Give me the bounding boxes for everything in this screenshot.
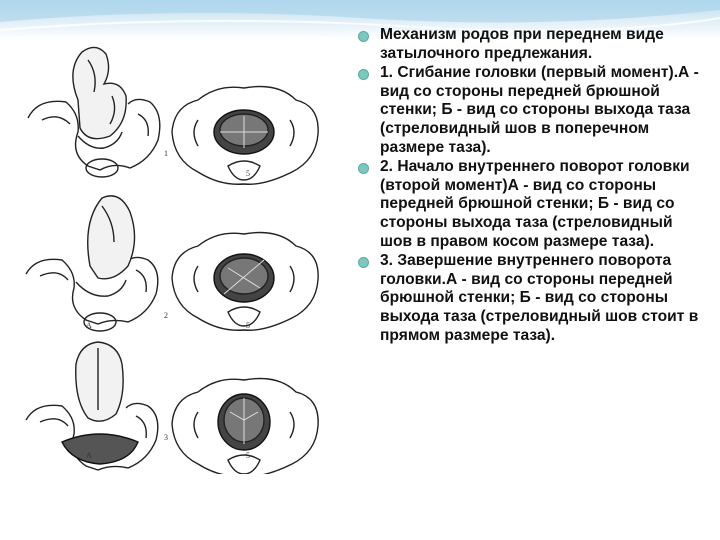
birth-mechanism-illustration (18, 36, 326, 474)
list-item-text: 3. Завершение внутреннего поворота головки.А - вид со стороны передней брюшной стенки; Б - вид со стороны выхода таза (стреловидный шов стоит в прямом размере таза). (380, 252, 699, 344)
bullet-icon (358, 69, 369, 80)
row2-number: 2 (164, 311, 168, 320)
row1-number: 1 (164, 149, 168, 158)
list-item (356, 252, 706, 345)
row1-right-digit: 5 (246, 169, 250, 178)
row2-pelvis-outlet (172, 233, 318, 331)
bullet-icon (358, 257, 369, 268)
bullet-icon (358, 31, 369, 42)
description-list (356, 26, 706, 346)
list-item (356, 26, 706, 63)
row3-pelvis-front (26, 342, 158, 470)
pelvis-figure (18, 36, 326, 474)
row1-pelvis-front (28, 47, 160, 177)
list-item-text: 1. Сгибание головки (первый момент).А - вид со стороны передней брюшной стенки; Б - вид со стороны выхода таза (стреловидный шов в поперечном размере таза). (380, 64, 699, 156)
row3-right-digit: 5 (246, 451, 250, 460)
row2-right-digit: 5 (246, 321, 250, 330)
row3-number: 3 (164, 433, 168, 442)
row2-left-letter: А (86, 321, 92, 330)
list-item-text: 2. Начало внутреннего поворот головки (второй момент)А - вид со стороны передней брюшной стенки; Б - вид со стороны выхода таза (стреловидный шов в правом косом размере таза). (380, 158, 690, 250)
list-item (356, 64, 706, 157)
row3-left-letter: А (86, 451, 92, 460)
list-item-text: Механизм родов при переднем виде затылочного предлежания. (380, 26, 664, 62)
bullet-icon (358, 163, 369, 174)
list-item (356, 158, 706, 251)
row2-pelvis-front (26, 196, 158, 331)
